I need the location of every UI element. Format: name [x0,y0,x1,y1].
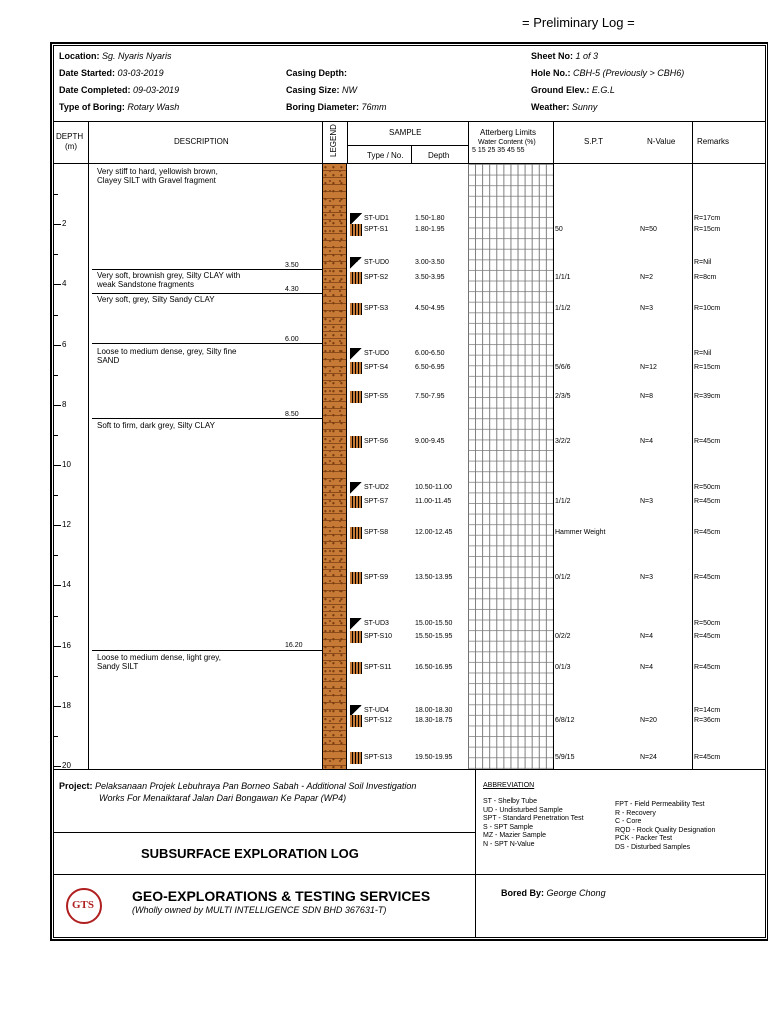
abbreviation-item: C - Core [615,818,642,826]
sample-type: SPT-S3 [364,305,389,312]
sample-n-value: N=3 [640,498,654,505]
footer-title-rule [53,874,766,875]
depth-tick [53,616,58,617]
sample-depth: 15.00-15.50 [415,620,453,627]
sample-remark: R=Nil [694,259,712,266]
started-row: Date Started: 03-03-2019 [59,68,164,78]
abbreviation-item: FPT - Field Permeability Test [615,801,705,808]
water-content-grid [468,164,553,769]
layer-1-bottom: 3.50 [285,262,299,269]
sample-type: SPT-S1 [364,226,389,233]
layer-2-text1: Very soft, brownish grey, Silty CLAY with [97,271,241,280]
depth-tick-label: 4 [62,279,67,289]
sample-type: SPT-S10 [364,633,393,640]
soil-legend-column [322,164,347,769]
ground-row: Ground Elev.: E.G.L [531,85,615,95]
depth-tick [53,405,61,406]
abbreviation-item: SPT - Standard Penetration Test [483,815,584,823]
sample-n-value: N=24 [640,754,657,761]
col-remarks-rule [692,121,693,769]
casing-depth-label: Casing Depth: [286,68,348,78]
sample-type: ST-UD0 [364,259,389,266]
depth-tick [53,194,58,195]
depth-tick [53,375,58,376]
abbreviation-item: RQD - Rock Quality Designation [615,826,716,834]
layer-4-text1: Loose to medium dense, grey, Silty fine [97,347,237,356]
depth-tick-label: 8 [62,399,67,409]
col-water-scale: 5 15 25 35 45 55 [472,147,525,154]
depth-tick [53,315,58,316]
sample-type: SPT-S9 [364,574,389,581]
spt-sample-marker [350,662,362,674]
depth-tick-label: 12 [62,520,71,530]
col-type-no: Type / No. [367,151,404,160]
boring-row: Type of Boring: Rotary Wash [59,102,180,112]
abbreviation-item: DS - Disturbed Samples [615,844,691,851]
depth-tick-label: 20 [62,761,71,770]
depth-tick [53,525,61,526]
layer-6-text2: Sandy SILT [97,662,139,671]
layer-2-text2: weak Sandstone fragments [97,280,194,289]
sample-depth: 16.50-16.95 [415,664,453,671]
layer-4-boundary [92,418,322,419]
sample-depth: 10.50-11.00 [415,484,452,491]
shelby-sample-marker [350,618,362,630]
depth-tick [53,465,61,466]
sample-spt: 5/6/6 [555,364,571,371]
sample-n-value: N=50 [640,226,657,233]
depth-tick [53,435,58,436]
depth-tick [53,224,61,225]
layer-2-bottom: 4.30 [285,286,299,293]
depth-tick [53,646,61,647]
layer-2-boundary [92,293,322,294]
shelby-sample-marker [350,257,362,269]
sample-remark: R=Nil [694,350,712,357]
gts-logo [66,888,102,924]
preliminary-title: = Preliminary Log = [522,15,635,30]
layer-1-boundary [92,269,322,270]
sample-remark: R=45cm [694,498,721,505]
sample-depth: 6.50-6.95 [415,364,445,371]
sample-remark: R=14cm [694,707,721,714]
sample-depth: 15.50-15.95 [415,633,453,640]
sample-n-value: N=4 [640,664,654,671]
sample-type: SPT-S6 [364,438,389,445]
layer-1-text1: Very stiff to hard, yellowish brown, [97,167,218,176]
sample-depth: 11.00-11.45 [415,498,452,505]
sample-depth: 1.80-1.95 [415,226,445,233]
depth-tick-label: 6 [62,339,67,349]
spt-sample-marker [350,436,362,448]
abbreviation-item: MZ - Mazier Sample [483,832,547,840]
abbreviation-item: S - SPT Sample [483,823,534,831]
depth-tick-label: 18 [62,700,71,710]
sample-remark: R=15cm [694,226,721,233]
sample-n-value: N=4 [640,633,654,640]
sample-n-value: N=12 [640,364,657,371]
location-row: Location: Sg. Nyaris Nyaris [59,51,172,61]
col-sample-depth: Depth [428,151,450,160]
sample-depth: 3.50-3.95 [415,274,445,281]
shelby-sample-marker [350,348,362,360]
depth-tick [53,284,61,285]
sample-remark: R=45cm [694,633,721,640]
spt-sample-marker [350,572,362,584]
sample-remark: R=10cm [694,305,721,312]
sample-depth: 9.00-9.45 [415,438,445,445]
sample-remark: R=15cm [694,364,721,371]
sample-type: SPT-S5 [364,393,389,400]
sample-remark: R=45cm [694,664,721,671]
project-line-1: Project: Pelaksanaan Projek Lebuhraya Pan Borneo Sabah - Additional Soil Investigation [59,781,417,791]
company-owner: (Wholly owned by MULTI INTELLIGENCE SDN BHD 367631-T) [132,905,387,915]
sample-n-value: N=2 [640,274,654,281]
depth-tick-label: 10 [62,460,71,469]
sample-remark: R=17cm [694,215,721,222]
sample-type: ST-UD2 [364,484,389,491]
weather-row: Weather: Sunny [531,102,598,112]
sample-depth: 4.50-4.95 [415,305,445,312]
sample-sub-rule [347,145,468,146]
sample-type: ST-UD1 [364,215,389,222]
sample-type: ST-UD0 [364,350,389,357]
col-spt: S.P.T [584,137,603,146]
layer-3-boundary [92,343,322,344]
sample-type: ST-UD3 [364,620,389,627]
sample-remark: R=50cm [694,484,721,491]
sample-type: SPT-S13 [364,754,393,761]
col-atterberg: Atterberg Limits [480,128,537,137]
layer-3-text1: Very soft, grey, Silty Sandy CLAY [97,295,215,304]
sample-type: SPT-S12 [364,717,393,724]
sample-remark: R=45cm [694,754,721,761]
layer-1-text2: Clayey SILT with Gravel fragment [97,176,216,185]
project-line-2: Works For Menaiktaraf Jalan Dari Bongawan Ke Papar (WP4) [99,793,347,803]
spt-sample-marker [350,391,362,403]
layer-3-bottom: 6.00 [285,336,299,343]
sample-depth: 18.30-18.75 [415,717,453,724]
layer-6-text1: Loose to medium dense, light grey, [97,653,221,662]
spt-sample-marker [350,715,362,727]
col-desc-rule [322,121,323,163]
col-sample: SAMPLE [389,128,422,137]
sample-depth: 7.50-7.95 [415,393,445,400]
sample-remark: R=45cm [694,438,721,445]
sample-remark: R=45cm [694,529,721,536]
layer-4-bottom: 8.50 [285,411,299,418]
depth-tick [53,254,58,255]
col-legend: LEGEND [329,124,338,157]
sample-spt: 0/2/2 [555,633,571,640]
spt-sample-marker [350,362,362,374]
sample-type: SPT-S7 [364,498,389,505]
shelby-sample-marker [350,482,362,494]
depth-tick [53,585,61,586]
completed-row: Date Completed: 09-03-2019 [59,85,180,95]
sample-type: SPT-S8 [364,529,389,536]
sample-spt: 3/2/2 [555,438,571,445]
gts-logo-text: GTS [72,899,95,911]
sample-depth: 12.00-12.45 [415,529,453,536]
depth-tick-label: 16 [62,640,71,650]
col-legend-rule [347,121,348,163]
sample-n-value: N=4 [640,438,654,445]
col-remarks: Remarks [697,137,730,146]
spt-sample-marker [350,496,362,508]
sample-spt: 5/9/15 [555,754,575,761]
diameter-row: Boring Diameter: 76mm [286,102,387,112]
sample-type: SPT-S2 [364,274,389,281]
col-depth-unit: (m) [65,142,77,151]
sample-depth: 1.50-1.80 [415,215,445,222]
abbreviation-item: PCK - Packer Test [615,835,673,843]
company-name: GEO-EXPLORATIONS & TESTING SERVICES [132,888,431,904]
depth-tick [53,766,61,767]
casing-size-row: Casing Size: NW [286,85,358,95]
col-atterberg-rule [553,121,554,769]
layer-5-boundary [92,650,322,651]
sample-depth-rule [411,145,412,163]
hole-row: Hole No.: CBH-5 (Previously > CBH6) [531,68,685,78]
sample-spt: 1/1/2 [555,305,571,312]
sample-remark: R=39cm [694,393,721,400]
sample-type: SPT-S11 [364,664,392,671]
layer-5-text1: Soft to firm, dark grey, Silty CLAY [97,421,215,430]
col-water: Water Content (%) [478,139,536,146]
log-title: SUBSURFACE EXPLORATION LOG [141,846,359,861]
layer-4-text2: SAND [97,356,120,365]
col-nvalue: N-Value [647,137,676,146]
spt-sample-marker [350,272,362,284]
sample-spt: Hammer Weight [555,529,606,536]
sample-n-value: N=20 [640,717,657,724]
sample-n-value: N=3 [640,574,654,581]
depth-tick [53,555,58,556]
sample-remark: R=50cm [694,620,721,627]
abbreviation-item: ST - Shelby Tube [483,798,537,805]
abbreviation-item: UD - Undisturbed Sample [483,806,563,814]
abbr-title: ABBREVIATION [483,782,535,789]
sample-spt: 0/1/2 [555,574,571,581]
sample-remark: R=8cm [694,274,717,281]
sample-spt: 1/1/2 [555,498,571,505]
header-bottom-rule [53,163,766,164]
sample-spt: 50 [555,226,563,233]
depth-tick-label: 14 [62,580,71,590]
depth-tick-label: 2 [62,219,67,229]
sample-spt: 6/8/12 [555,717,575,724]
bored-by: Bored By: George Chong [501,888,606,898]
sample-depth: 6.00-6.50 [415,350,445,357]
footer-project-rule [53,832,475,833]
header-top-rule [53,121,766,122]
sample-type: ST-UD4 [364,707,389,714]
layer-5-bottom: 16.20 [285,642,303,649]
sample-depth: 19.50-19.95 [415,754,453,761]
spt-sample-marker [350,752,362,764]
sample-spt: 1/1/1 [555,274,571,281]
depth-tick [53,495,58,496]
sample-spt: 0/1/3 [555,664,571,671]
footer-divider [475,769,476,938]
sample-depth: 13.50-13.95 [415,574,453,581]
sample-depth: 18.00-18.30 [415,707,453,714]
depth-tick [53,736,58,737]
spt-sample-marker [350,303,362,315]
depth-tick [53,345,61,346]
spt-sample-marker [350,224,362,236]
sample-remark: R=36cm [694,717,721,724]
sample-remark: R=45cm [694,574,721,581]
sample-n-value: N=8 [640,393,654,400]
col-depth-rule [88,121,89,769]
sample-depth: 3.00-3.50 [415,259,445,266]
abbreviation-item: N - SPT N-Value [483,841,535,848]
spt-sample-marker [350,631,362,643]
col-depth: DEPTH [56,132,84,141]
body-bottom-rule [53,769,766,770]
depth-tick [53,676,58,677]
spt-sample-marker [350,527,362,539]
sample-type: SPT-S4 [364,364,389,371]
sample-spt: 2/3/5 [555,393,571,400]
col-description: DESCRIPTION [174,137,229,146]
abbreviation-item: R - Recovery [615,809,656,817]
depth-tick [53,706,61,707]
sheet-row: Sheet No: 1 of 3 [531,51,599,61]
sample-n-value: N=3 [640,305,654,312]
